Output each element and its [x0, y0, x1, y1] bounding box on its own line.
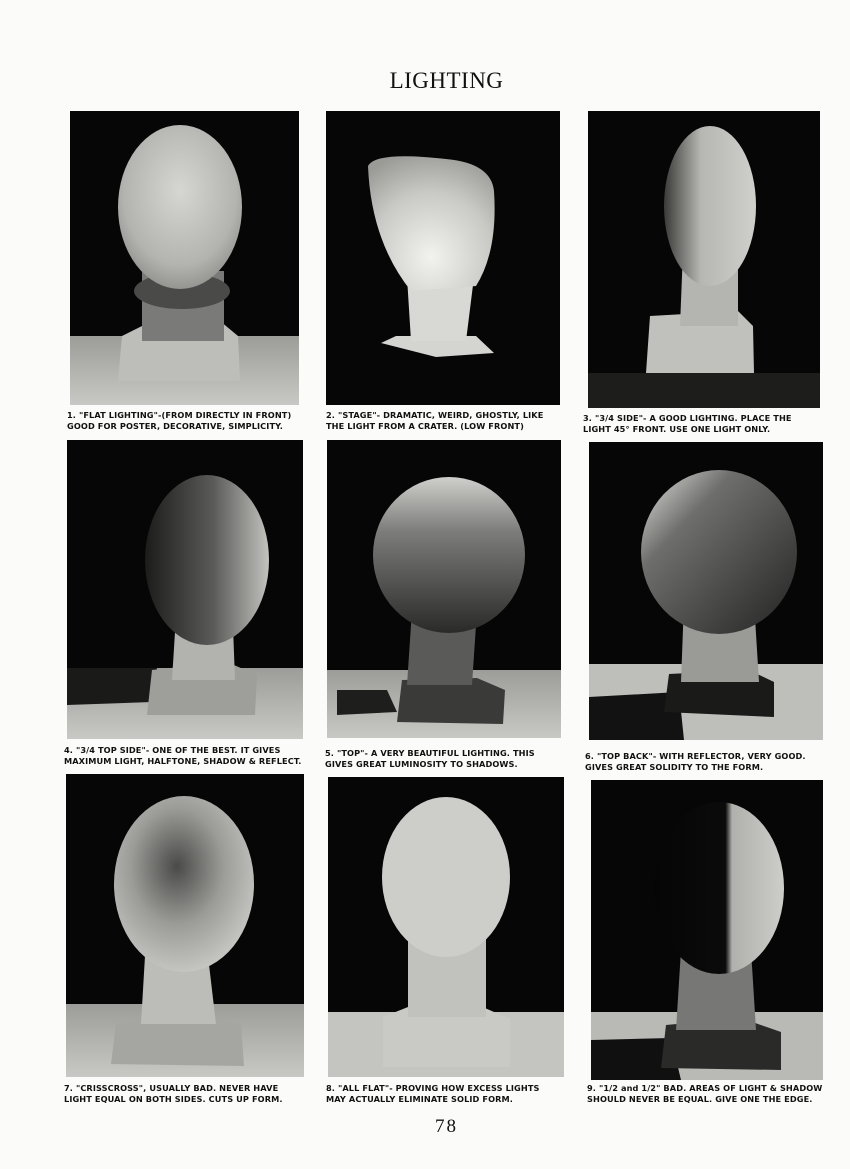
mannequin-head-image	[70, 111, 299, 405]
caption-line: LIGHT EQUAL ON BOTH SIDES. CUTS UP FORM.	[64, 1094, 283, 1104]
page-title: LIGHTING	[389, 68, 504, 93]
photo-all-flat	[328, 777, 564, 1077]
caption-line: GIVES GREAT LUMINOSITY TO SHADOWS.	[325, 759, 518, 769]
caption-5	[325, 748, 571, 770]
photo-top-back	[589, 442, 823, 740]
mannequin-head-image	[326, 111, 560, 405]
caption-line: GIVES GREAT SOLIDITY TO THE FORM.	[585, 762, 764, 772]
mannequin-head-image	[327, 440, 561, 738]
caption-2	[326, 410, 570, 432]
page-number: 78	[435, 1116, 458, 1137]
caption-line: 8. "ALL FLAT"- PROVING HOW EXCESS LIGHTS	[326, 1083, 540, 1093]
caption-line: 4. "3/4 TOP SIDE"- ONE OF THE BEST. IT GIVES	[64, 745, 281, 755]
caption-6	[585, 751, 835, 773]
photo-crisscross	[66, 774, 304, 1077]
photo-three-quarter-top-side	[67, 440, 303, 739]
mannequin-head-image	[591, 780, 823, 1080]
mannequin-head-image	[328, 777, 564, 1077]
photo-three-quarter-side	[588, 111, 820, 408]
photo-flat-lighting	[70, 111, 299, 405]
caption-9	[587, 1083, 837, 1105]
caption-7	[64, 1083, 316, 1105]
photo-stage-lighting	[326, 111, 560, 405]
mannequin-head-image	[588, 111, 820, 408]
caption-line: MAY ACTUALLY ELIMINATE SOLID FORM.	[326, 1094, 513, 1104]
caption-line: 3. "3/4 SIDE"- A GOOD LIGHTING. PLACE THE	[583, 413, 792, 423]
caption-line: 5. "TOP"- A VERY BEAUTIFUL LIGHTING. THIS	[325, 748, 535, 758]
mannequin-head-image	[67, 440, 303, 739]
photo-top-lighting	[327, 440, 561, 738]
caption-line: 2. "STAGE"- DRAMATIC, WEIRD, GHOSTLY, LIKE	[326, 410, 544, 420]
caption-line: 1. "FLAT LIGHTING"-(FROM DIRECTLY IN FRONT)	[67, 410, 292, 420]
caption-line: MAXIMUM LIGHT, HALFTONE, SHADOW & REFLECT.	[64, 756, 302, 766]
caption-line: 7. "CRISSCROSS", USUALLY BAD. NEVER HAVE	[64, 1083, 279, 1093]
caption-4	[64, 745, 314, 767]
caption-line: 9. "1/2 and 1/2" BAD. AREAS OF LIGHT & SHADOW	[587, 1083, 823, 1093]
caption-line: THE LIGHT FROM A CRATER. (LOW FRONT)	[326, 421, 524, 431]
caption-line: GOOD FOR POSTER, DECORATIVE, SIMPLICITY.	[67, 421, 284, 431]
caption-3	[583, 413, 831, 435]
mannequin-head-image	[589, 442, 823, 740]
mannequin-head-image	[66, 774, 304, 1077]
caption-line: LIGHT 45° FRONT. USE ONE LIGHT ONLY.	[583, 424, 771, 434]
photo-half-and-half	[591, 780, 823, 1080]
caption-1	[67, 410, 312, 432]
caption-line: SHOULD NEVER BE EQUAL. GIVE ONE THE EDGE.	[587, 1094, 813, 1104]
caption-8	[326, 1083, 574, 1105]
caption-line: 6. "TOP BACK"- WITH REFLECTOR, VERY GOOD.	[585, 751, 806, 761]
